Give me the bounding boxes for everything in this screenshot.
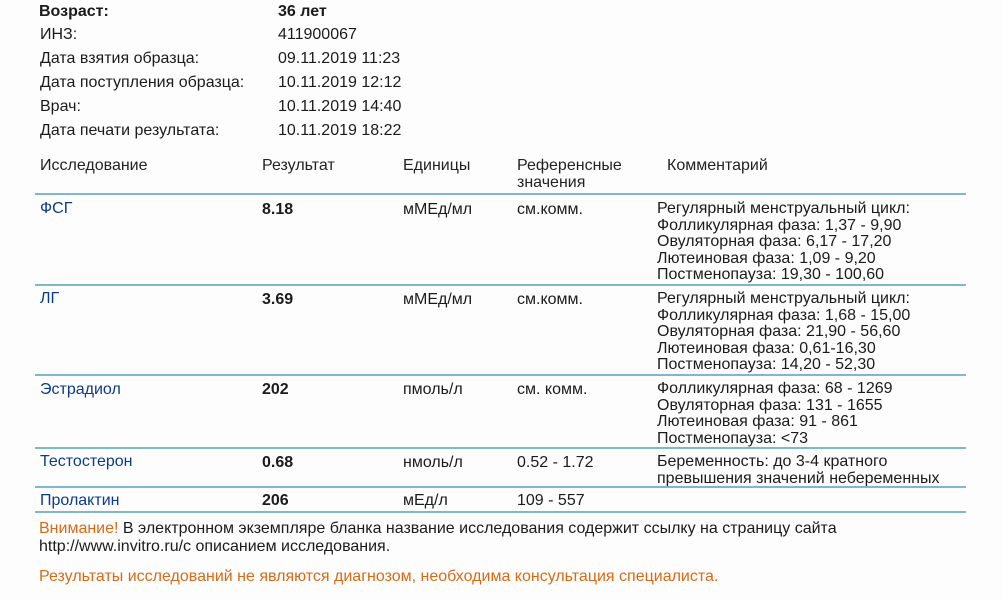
comment-line: Постменопауза: <73 [657, 429, 809, 447]
header-comment: Комментарий [667, 157, 768, 174]
comment-line: Фолликулярная фаза: 1,68 - 15,00 [657, 306, 911, 324]
comment-line: Лютеиновая фаза: 0,61-16,30 [657, 339, 876, 357]
comment-line: Постменопауза: 14,20 - 52,30 [657, 356, 876, 373]
reference-prolactin: 109 - 557 [517, 492, 585, 509]
disclaimer: Результаты исследований не являются диагнозом, необходима консультация специалиста. [39, 568, 719, 585]
test-name-lh[interactable]: ЛГ [40, 290, 60, 307]
attention-notice [39, 520, 837, 538]
comment-line: Лютеиновая фаза: 1,09 - 9,20 [657, 249, 876, 267]
table-divider [35, 511, 966, 513]
units-prolactin: мЕд/л [403, 492, 448, 509]
link-suffix: с описанием исследования. [183, 538, 391, 555]
table-divider [35, 486, 966, 488]
comment-line: Овуляторная фаза: 6,17 - 17,20 [657, 233, 892, 250]
test-name-testosterone[interactable]: Тестостерон [40, 453, 133, 470]
table-divider [35, 374, 966, 376]
sample-taken-label: Дата взятия образца: [40, 50, 200, 67]
comment-line: Фолликулярная фаза: 1,37 - 9,90 [657, 216, 902, 234]
table-divider [35, 193, 966, 195]
header-result: Результат [262, 157, 335, 174]
comment-line: Фолликулярная фаза: 68 - 1269 [657, 380, 893, 397]
test-name-fsh[interactable]: ФСГ [40, 200, 73, 217]
comment-fsh [657, 201, 910, 284]
table-divider [35, 447, 966, 449]
doctor-value: 10.11.2019 14:40 [278, 98, 402, 115]
header-test: Исследование [40, 157, 148, 174]
comment-line: Овуляторная фаза: 21,90 - 56,60 [657, 323, 901, 340]
result-fsh: 8.18 [262, 201, 294, 218]
comment-estradiol [657, 381, 893, 447]
result-testosterone: 0.68 [262, 454, 294, 471]
invitro-link[interactable]: http://www.invitro.ru/ [39, 538, 184, 555]
header-reference-line1: Референсные [517, 157, 622, 174]
units-testosterone: нмоль/л [403, 454, 463, 471]
header-reference-line2: значения [517, 174, 586, 191]
age-value: 36 лет [278, 3, 327, 20]
sample-received-label: Дата поступления образца: [40, 74, 245, 91]
test-name-prolactin[interactable]: Пролактин [40, 492, 120, 509]
units-estradiol: пмоль/л [403, 381, 463, 398]
comment-line: превышения значений небеременных [657, 469, 940, 487]
print-date-value: 10.11.2019 18:22 [278, 122, 402, 139]
units-lh: мМЕд/мл [403, 291, 473, 308]
result-prolactin: 206 [262, 492, 289, 509]
comment-lh [657, 291, 910, 374]
sample-received-value: 10.11.2019 12:12 [278, 74, 402, 91]
reference-estradiol: см. комм. [517, 381, 588, 398]
comment-line: Постменопауза: 19,30 - 100,60 [657, 266, 885, 283]
comment-line: Овуляторная фаза: 131 - 1655 [657, 396, 883, 414]
cropped-text-line [0, 594, 1003, 600]
reference-testosterone: 0.52 - 1.72 [517, 454, 594, 471]
age-label: Возраст: [39, 3, 109, 20]
units-fsh: мМЕд/мл [403, 201, 473, 218]
print-date-label: Дата печати результата: [40, 122, 220, 139]
inz-value: 411900067 [278, 26, 357, 43]
inz-label: ИНЗ: [40, 26, 78, 43]
doctor-label: Врач: [40, 98, 81, 115]
header-units: Единицы [403, 157, 471, 174]
comment-line: Регулярный менструальный цикл: [657, 200, 910, 217]
comment-line: Лютеиновая фаза: 91 - 861 [657, 413, 858, 430]
comment-line: Регулярный менструальный цикл: [657, 290, 910, 307]
comment-line: Беременность: до 3-4 кратного [657, 453, 888, 470]
attention-text: В электронном экземпляре бланка название исследования содержит ссылку на страницу сайта [118, 520, 837, 537]
result-estradiol: 202 [262, 381, 289, 398]
result-lh: 3.69 [262, 291, 294, 308]
sample-taken-value: 09.11.2019 11:23 [278, 50, 401, 67]
notice-link-line [39, 538, 390, 556]
reference-fsh: см.комм. [517, 201, 583, 218]
reference-lh: см.комм. [517, 291, 583, 308]
test-name-estradiol[interactable]: Эстрадиол [40, 381, 121, 398]
comment-testosterone [657, 454, 940, 487]
table-divider [35, 284, 966, 286]
attention-word: Внимание! [39, 520, 119, 537]
